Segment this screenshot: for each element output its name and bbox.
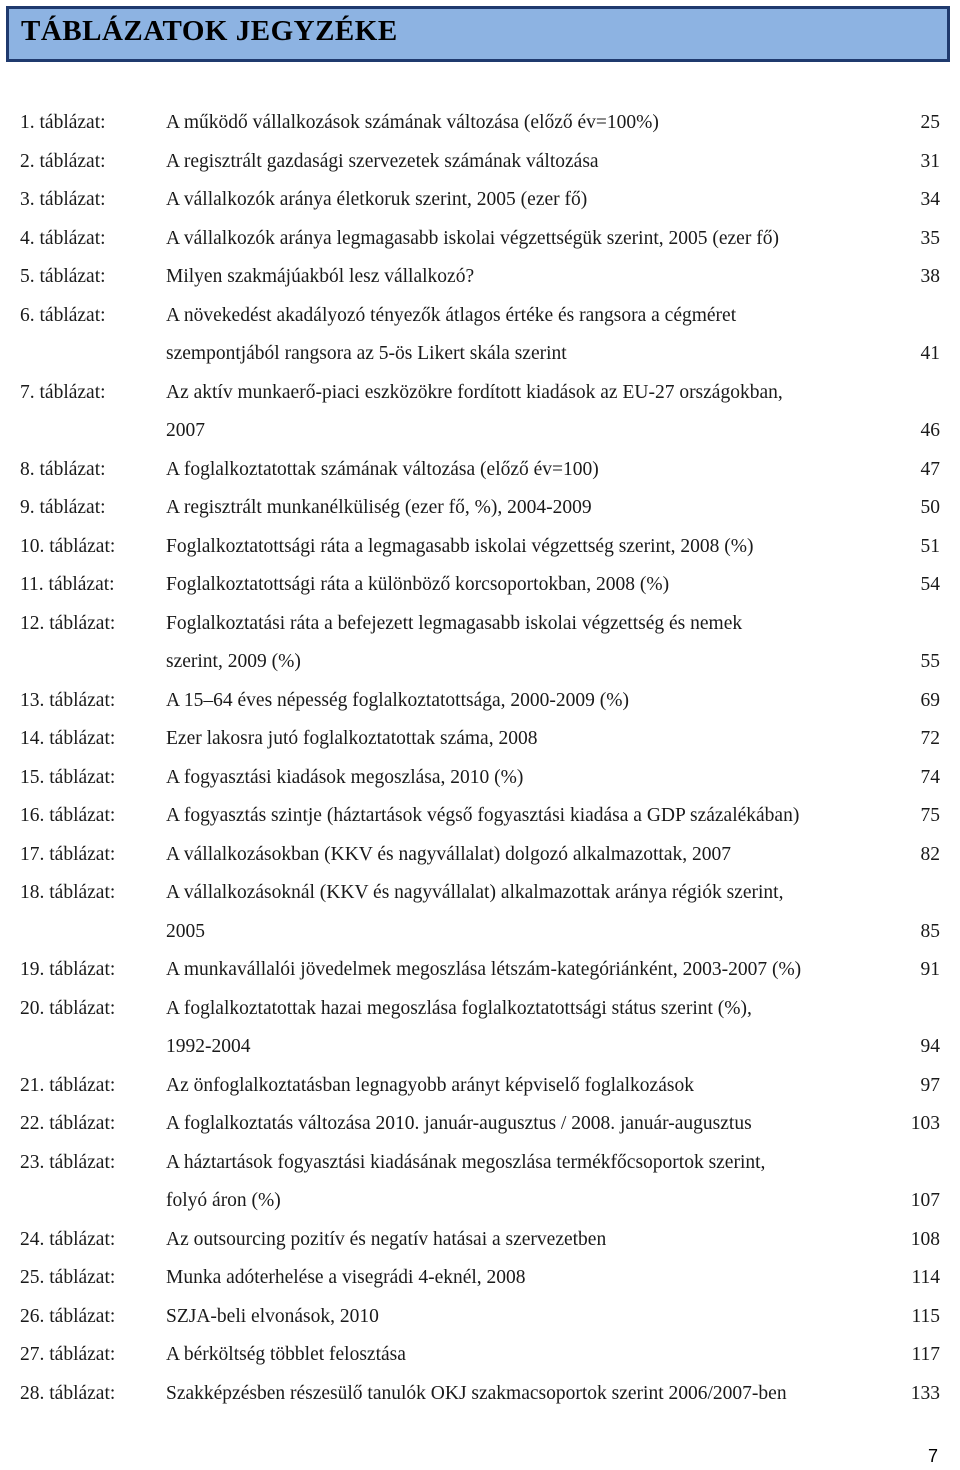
page-reference[interactable]: 69 [920, 689, 940, 711]
toc-entry[interactable] [20, 451, 940, 490]
table-title: Ezer lakosra jutó foglalkoztatottak száma, 2008 [166, 728, 538, 749]
table-number: 6. táblázat: [20, 304, 106, 326]
table-title: A működő vállalkozások számának változása (előző év=100%) [166, 112, 659, 133]
table-number: 28. táblázat: [20, 1382, 116, 1404]
toc-entry[interactable] [20, 143, 940, 182]
table-title: A regisztrált gazdasági szervezetek számának változása [166, 150, 599, 172]
toc-entry[interactable] [20, 759, 940, 798]
toc-entry-line [20, 451, 940, 490]
toc-entry-line [20, 1105, 940, 1144]
page-reference[interactable]: 55 [920, 651, 940, 672]
toc-entry-line [20, 220, 940, 259]
toc-entry-line [20, 759, 940, 798]
table-title: A vállalkozásoknál (KKV és nagyvállalat) alkalmazottak aránya régiók szerint, [166, 882, 784, 903]
heading-box [6, 6, 950, 62]
table-number: 16. táblázat: [20, 805, 116, 826]
toc-entry[interactable] [20, 489, 940, 528]
toc-entry-line [20, 605, 940, 644]
toc-entry[interactable] [20, 1375, 940, 1414]
page-reference[interactable]: 50 [920, 497, 940, 518]
toc-entry-line [20, 566, 940, 605]
table-number: 7. táblázat: [20, 381, 106, 403]
toc-entry-line [20, 489, 940, 528]
table-title: A munkavállalói jövedelmek megoszlása létszám-kategóriánként, 2003-2007 (%) [166, 959, 802, 980]
toc-entry-line [20, 1028, 940, 1067]
toc-entry[interactable] [20, 181, 940, 220]
table-title: A vállalkozók aránya legmagasabb iskolai végzettségük szerint, 2005 (ezer fő) [166, 227, 779, 249]
page-reference[interactable]: 91 [920, 959, 940, 980]
toc-entry[interactable] [20, 951, 940, 990]
toc-entry-line [20, 913, 940, 952]
toc-entry[interactable] [20, 836, 940, 875]
toc-entry-line [20, 181, 940, 220]
page-reference[interactable]: 133 [910, 1382, 940, 1404]
table-number: 13. táblázat: [20, 689, 116, 711]
table-title: A fogyasztási kiadások megoszlása, 2010 (%) [166, 766, 524, 788]
toc-entry[interactable] [20, 566, 940, 605]
table-number: 4. táblázat: [20, 227, 106, 249]
toc-entry[interactable] [20, 874, 940, 951]
toc-entry-line [20, 1336, 940, 1375]
page-reference[interactable]: 117 [911, 1344, 940, 1365]
table-title: 2007 [166, 420, 205, 441]
table-number: 25. táblázat: [20, 1267, 116, 1288]
toc-entry-line [20, 1067, 940, 1106]
toc-entry[interactable] [20, 1067, 940, 1106]
toc-entry-line [20, 1182, 940, 1221]
toc-entry[interactable] [20, 1336, 940, 1375]
table-number: 3. táblázat: [20, 189, 106, 210]
toc-entry-line [20, 990, 940, 1029]
toc-entry-line [20, 104, 940, 143]
page-reference[interactable]: 41 [920, 343, 940, 364]
table-title: A vállalkozók aránya életkoruk szerint, 2005 (ezer fő) [166, 189, 588, 210]
table-number: 2. táblázat: [20, 150, 106, 172]
toc-entry-line [20, 797, 940, 836]
page-reference[interactable]: 51 [920, 535, 940, 557]
page-reference[interactable]: 35 [920, 227, 940, 249]
toc-entry-line [20, 1259, 940, 1298]
table-number: 12. táblázat: [20, 612, 116, 634]
page-reference[interactable]: 85 [920, 920, 940, 942]
toc-entry-line [20, 1221, 940, 1260]
table-title: Szakképzésben részesülő tanulók OKJ szakmacsoportok szerint 2006/2007-ben [166, 1382, 787, 1404]
toc-entry[interactable] [20, 605, 940, 682]
page-reference[interactable]: 115 [911, 1305, 940, 1327]
page-reference[interactable]: 54 [920, 574, 940, 595]
toc-entry-line [20, 335, 940, 374]
toc-entry-line [20, 374, 940, 413]
toc-entry-line [20, 643, 940, 682]
toc-entry[interactable] [20, 1221, 940, 1260]
table-title: szempontjából rangsora az 5-ös Likert skála szerint [166, 343, 567, 364]
table-title: A növekedést akadályozó tényezők átlagos értéke és rangsora a cégméret [166, 304, 737, 326]
toc-entry-line [20, 1375, 940, 1414]
page-reference[interactable]: 103 [910, 1113, 940, 1134]
toc-entry[interactable] [20, 258, 940, 297]
toc-entry[interactable] [20, 220, 940, 259]
page-reference[interactable]: 108 [910, 1228, 940, 1250]
page-reference[interactable]: 25 [920, 112, 940, 133]
table-title: A vállalkozásokban (KKV és nagyvállalat) dolgozó alkalmazottak, 2007 [166, 843, 731, 865]
toc-entry-line [20, 1298, 940, 1337]
toc-entry[interactable] [20, 1144, 940, 1221]
toc-entry-line [20, 528, 940, 567]
toc-entry[interactable] [20, 1298, 940, 1337]
toc-entry-line [20, 874, 940, 913]
table-number: 20. táblázat: [20, 997, 116, 1019]
table-number: 17. táblázat: [20, 843, 116, 865]
toc-entry-line [20, 1144, 940, 1183]
toc-entry-line [20, 297, 940, 336]
toc-entry[interactable] [20, 682, 940, 721]
table-number: 23. táblázat: [20, 1151, 116, 1173]
page-reference[interactable]: 34 [920, 189, 940, 210]
table-title: Foglalkoztatottsági ráta a különböző korcsoportokban, 2008 (%) [166, 574, 670, 595]
page-number: 7 [927, 1446, 938, 1466]
page-title: TÁBLÁZATOK JEGYZÉKE [21, 15, 398, 47]
page-reference[interactable]: 47 [920, 458, 940, 480]
table-number: 11. táblázat: [20, 574, 115, 595]
table-number: 14. táblázat: [20, 728, 116, 749]
table-number: 27. táblázat: [20, 1344, 116, 1365]
toc-entry[interactable] [20, 104, 940, 143]
table-number: 19. táblázat: [20, 959, 116, 980]
table-number: 21. táblázat: [20, 1074, 116, 1096]
page-reference[interactable]: 38 [920, 266, 940, 287]
page-reference[interactable]: 114 [911, 1267, 940, 1288]
table-number: 1. táblázat: [20, 112, 106, 133]
table-number: 10. táblázat: [20, 535, 116, 557]
page-reference[interactable]: 46 [920, 420, 940, 441]
table-title: szerint, 2009 (%) [166, 651, 301, 672]
page-reference[interactable]: 31 [920, 150, 940, 172]
page-reference[interactable]: 107 [910, 1190, 940, 1211]
toc-entry[interactable] [20, 990, 940, 1067]
table-number: 9. táblázat: [20, 497, 106, 518]
table-title: Foglalkoztatottsági ráta a legmagasabb iskolai végzettség szerint, 2008 (%) [166, 535, 754, 557]
toc-entry-line [20, 836, 940, 875]
table-of-contents-list [20, 104, 940, 1413]
table-title: A 15–64 éves népesség foglalkoztatottsága, 2000-2009 (%) [166, 689, 630, 711]
toc-entry[interactable] [20, 374, 940, 451]
table-title: 1992-2004 [166, 1036, 251, 1057]
table-title: Milyen szakmájúakból lesz vállalkozó? [166, 266, 475, 287]
table-title: A foglalkoztatottak számának változása (előző év=100) [166, 458, 599, 480]
table-title: A regisztrált munkanélküliség (ezer fő, %), 2004-2009 [166, 497, 592, 518]
table-number: 8. táblázat: [20, 458, 106, 480]
table-title: Munka adóterhelése a visegrádi 4-eknél, 2008 [166, 1267, 526, 1288]
table-number: 24. táblázat: [20, 1228, 116, 1250]
toc-entry[interactable] [20, 720, 940, 759]
toc-entry-line [20, 720, 940, 759]
table-number: 26. táblázat: [20, 1305, 116, 1327]
toc-entry-line [20, 951, 940, 990]
table-title: A bérköltség többlet felosztása [166, 1344, 406, 1365]
page-reference[interactable]: 97 [920, 1074, 940, 1096]
toc-entry-line [20, 412, 940, 451]
toc-entry[interactable] [20, 528, 940, 567]
page-reference[interactable]: 75 [920, 805, 940, 826]
table-title: Az aktív munkaerő-piaci eszközökre fordított kiadások az EU-27 országokban, [166, 381, 783, 403]
toc-entry[interactable] [20, 1105, 940, 1144]
table-number: 22. táblázat: [20, 1113, 116, 1134]
page-reference[interactable]: 94 [920, 1036, 940, 1057]
page-reference[interactable]: 74 [920, 766, 940, 788]
toc-entry[interactable] [20, 797, 940, 836]
table-title: Foglalkoztatási ráta a befejezett legmagasabb iskolai végzettség és nemek [166, 612, 743, 634]
table-title: A foglalkoztatottak hazai megoszlása foglalkoztatottsági státus szerint (%), [166, 997, 752, 1019]
table-title: folyó áron (%) [166, 1190, 281, 1211]
page-reference[interactable]: 72 [920, 728, 940, 749]
table-title: A fogyasztás szintje (háztartások végső fogyasztási kiadása a GDP százalékában) [166, 805, 800, 826]
table-title: Az outsourcing pozitív és negatív hatásai a szervezetben [166, 1228, 607, 1250]
toc-entry[interactable] [20, 1259, 940, 1298]
table-title: Az önfoglalkoztatásban legnagyobb arányt képviselő foglalkozások [166, 1074, 694, 1096]
page-reference[interactable]: 82 [920, 843, 940, 865]
toc-entry-line [20, 682, 940, 721]
toc-entry-line [20, 143, 940, 182]
table-title: SZJA-beli elvonások, 2010 [166, 1305, 379, 1327]
table-title: 2005 [166, 920, 205, 942]
table-title: A háztartások fogyasztási kiadásának megoszlása termékfőcsoportok szerint, [166, 1151, 766, 1173]
toc-entry-line [20, 258, 940, 297]
table-title: A foglalkoztatás változása 2010. január-augusztus / 2008. január-augusztus [166, 1113, 752, 1134]
toc-entry[interactable] [20, 297, 940, 374]
table-number: 5. táblázat: [20, 266, 106, 287]
table-number: 15. táblázat: [20, 766, 116, 788]
table-number: 18. táblázat: [20, 882, 116, 903]
